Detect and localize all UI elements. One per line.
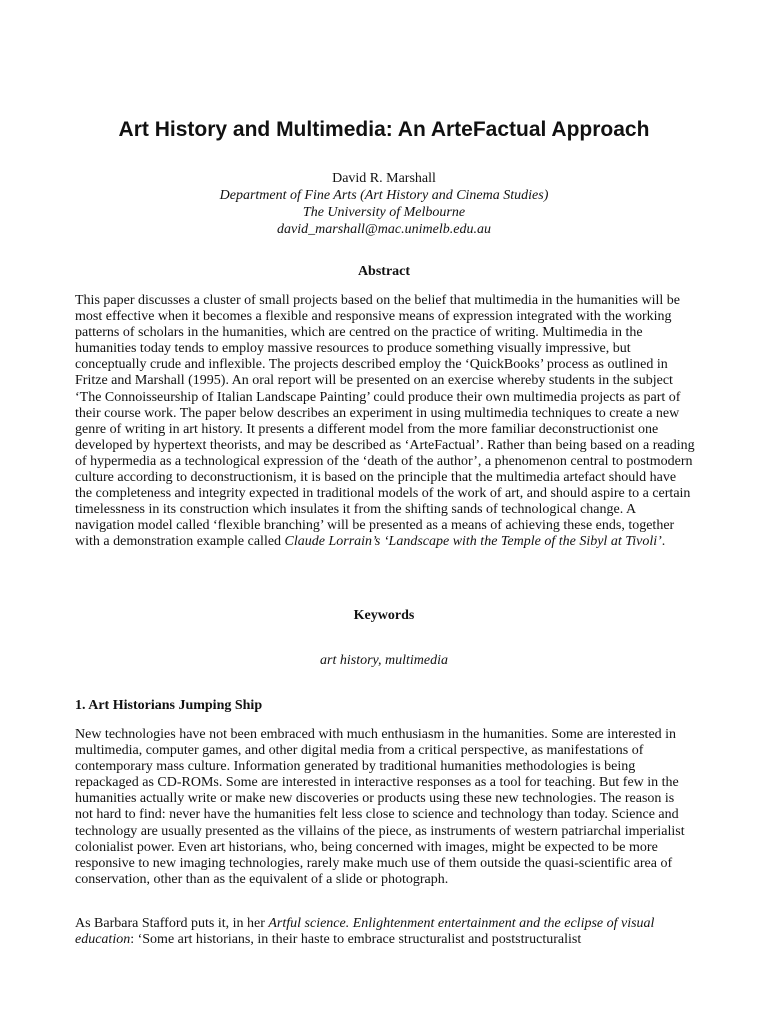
paragraph2-rest: : ‘Some art historians, in their haste to embrace structuralist and poststructuralist — [130, 932, 582, 948]
section1-paragraph1: New technologies have not been embraced with much enthusiasm in the humanities. Some are interested in multimedia, computer games, and other digital media from a critical perspective, as manifestations of contemporary mass culture. Information generated by traditional humanities methodologies is being repackaged as CD-ROMs. Some are interested in interactive responses as a tool for teaching. But few in the humanities actually write or make new discoveries or products using these new technologies. The reason is not hard to find: never have the humanities felt less close to science and technology than today. Science and technology are usually presented as the villains of the piece, as instruments of western patriarchal imperialist colonialist power. Even art historians, who, being concerned with images, might be expected to be more responsive to new imaging technologies, rarely make much use of them outside the quasi-scientific area of conservation, other than as the equivalent of a slide or photograph. — [75, 727, 685, 887]
author-name: David R. Marshall — [332, 171, 436, 186]
abstract-heading: Abstract — [357, 264, 411, 279]
author-email: david_marshall@mac.unimelb.edu.au — [277, 222, 491, 237]
keywords-text: art history, multimedia — [320, 653, 448, 668]
paragraph2-start: As Barbara Stafford puts it, in her — [75, 916, 269, 931]
abstract-example-title: Claude Lorrain’s ‘Landscape with the Temple of the Sibyl at Tivoli’ — [284, 534, 662, 550]
abstract-body: This paper discusses a cluster of small projects based on the belief that multimedia in the humanities will be most effective when it becomes a flexible and responsive means of expression integrated with the working patterns of scholars in the humanities, which are centred on the practice of writing. Multimedia in the humanities today tends to employ massive resources to produce something visually impressive, but conceptually crude and inflexible. The projects described employ the ‘QuickBooks’ process as outlined in Fritze and Marshall (1995). An oral report will be presented on an exercise whereby students in the subject ‘The Connoisseurship of Italian Landscape Painting’ could produce their own multimedia projects as part of their course work. The paper below describes an experiment in using multimedia techniques to create a new genre of writing in art history. It presents a different model from the more familiar deconstructionist one developed by hypertext theorists, and may be described as ‘ArteFactual’. Rather than being based on a reading of hypermedia as a technological expression of the ‘death of the author’, a phenomenon central to postmodern culture according to deconstructionism, it is based on the principle that the multimedia artefact should have the completeness and integrity expected in traditional models of the work of art, and should aspire to a certain timelessness in its construction which insulates it from the shifting sands of technological change. A navigation model called ‘flexible branching’ will be presented as a means of achieving these ends, together with a demonstration example called — [75, 293, 695, 550]
author-university: The University of Melbourne — [302, 205, 466, 220]
paragraph2-book-title: Artful science. Enlightenment entertainment and the eclipse of visual education — [75, 916, 655, 948]
author-department: Department of Fine Arts (Art History and Cinema Studies) — [219, 188, 549, 203]
section1-paragraph2 — [75, 916, 695, 948]
abstract-end: . — [661, 534, 666, 550]
paper-title: Art History and Multimedia: An ArteFactual Approach — [118, 118, 650, 141]
author-block — [0, 170, 768, 238]
keywords-heading: Keywords — [353, 608, 415, 623]
abstract-text — [75, 293, 695, 551]
section1-heading: 1. Art Historians Jumping Ship — [75, 698, 263, 713]
